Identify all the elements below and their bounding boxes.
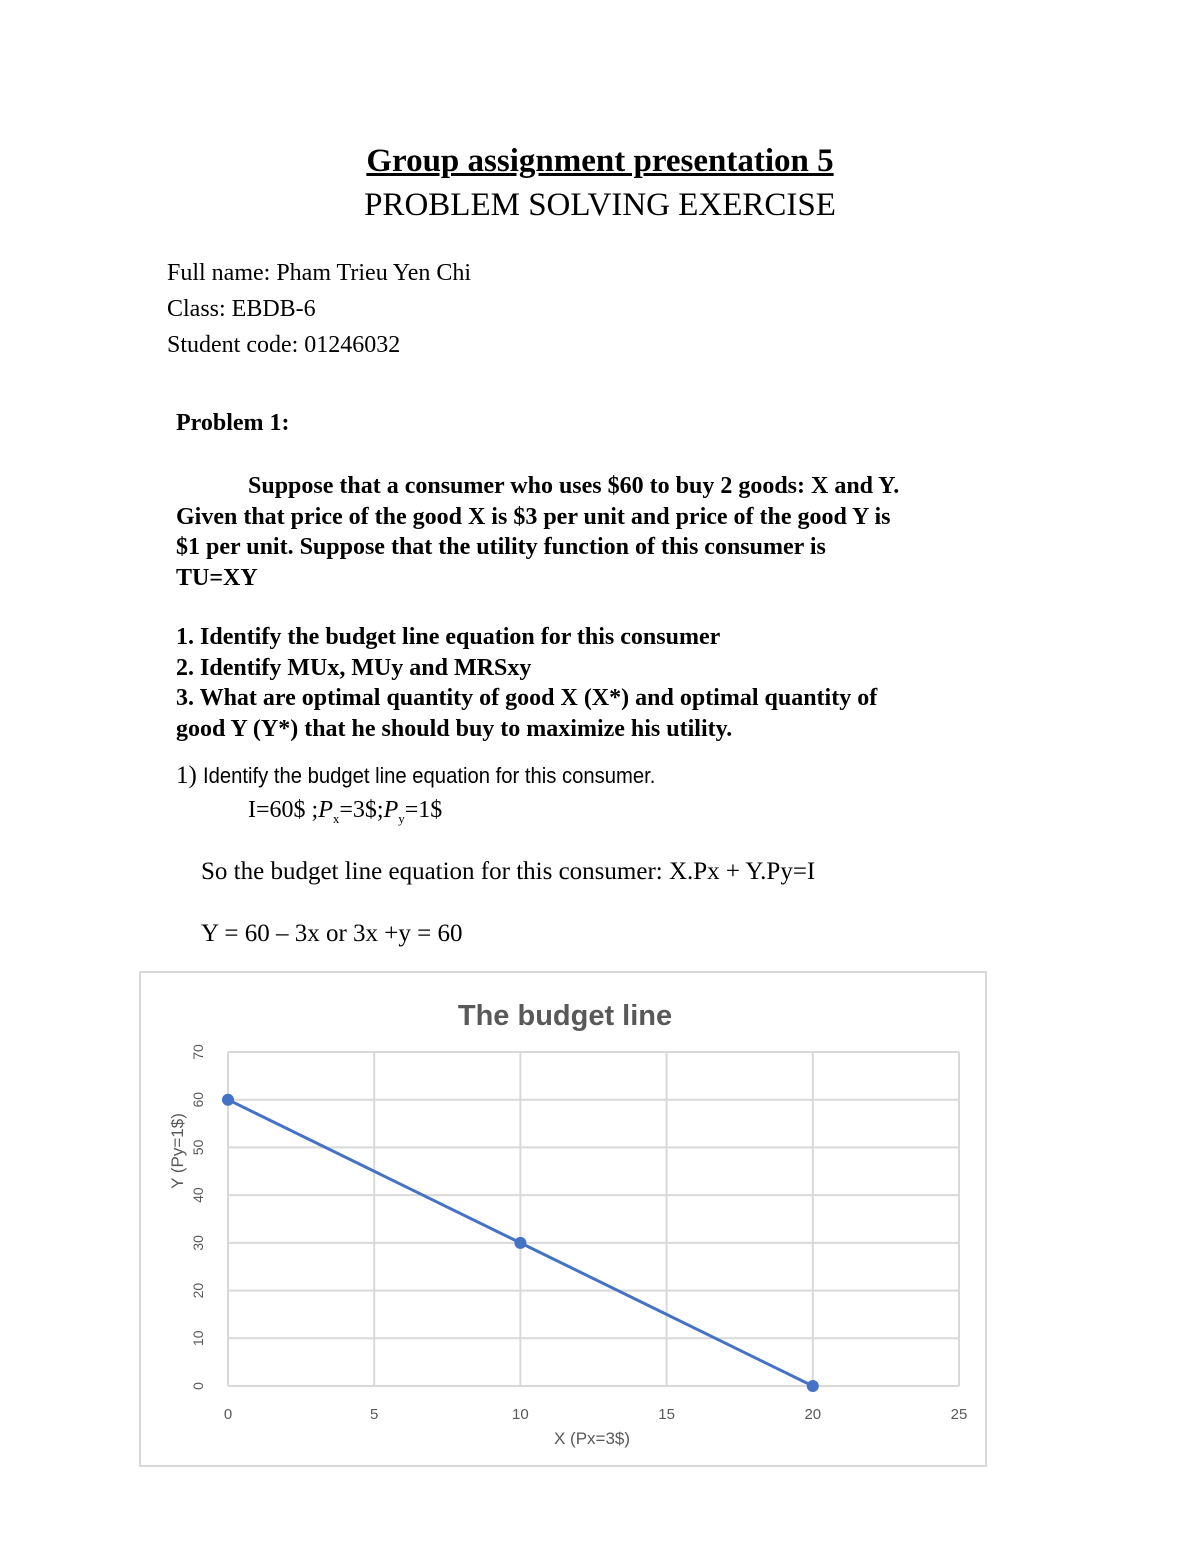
problem-statement xyxy=(176,471,1036,593)
student-code-line: Student code: 01246032 xyxy=(167,332,401,358)
budget-line-chart xyxy=(139,971,987,1467)
data-point xyxy=(222,1094,234,1106)
budget-equation: Y = 60 – 3x or 3x +y = 60 xyxy=(201,920,463,947)
answer-heading xyxy=(176,762,695,790)
statement-line: TU=XY xyxy=(176,564,258,591)
y-tick-label: 50 xyxy=(190,1139,206,1156)
y-tick-label: 40 xyxy=(190,1187,206,1203)
question-item: good Y (Y*) that he should buy to maximize his utility. xyxy=(176,715,733,742)
py-symbol: P xyxy=(383,797,399,823)
statement-line: Given that price of the good X is $3 per unit and price of the good Y is xyxy=(176,503,891,530)
question-item: 3. What are optimal quantity of good X (X*) and optimal quantity of xyxy=(176,685,878,711)
y-tick-label: 0 xyxy=(190,1382,206,1390)
statement-line xyxy=(176,471,1036,502)
x-axis-label: X (Px=3$) xyxy=(553,1429,631,1448)
question-item: 2. Identify MUx, MUy and MRSxy xyxy=(176,654,532,681)
chart-ticks xyxy=(190,1044,967,1423)
x-tick-label: 10 xyxy=(512,1406,529,1423)
y-tick-label: 30 xyxy=(190,1235,206,1251)
data-point xyxy=(514,1237,526,1249)
px-value: =3$; xyxy=(339,797,384,823)
y-tick-label: 20 xyxy=(190,1282,206,1299)
chart-svg xyxy=(141,973,989,1469)
py-subscript: y xyxy=(398,810,405,826)
page-subtitle: PROBLEM SOLVING EXERCISE xyxy=(364,187,836,223)
px-symbol: P xyxy=(318,797,333,823)
given-values xyxy=(248,797,442,827)
page-title: Group assignment presentation 5 xyxy=(366,143,834,179)
question-item: 1. Identify the budget line equation for this consumer xyxy=(176,624,721,650)
y-tick-label: 60 xyxy=(190,1091,206,1108)
y-tick-label: 70 xyxy=(190,1044,206,1060)
income-value: I=60$ ; xyxy=(248,797,319,823)
answer-heading-text: Identify the budget line equation for this consumer. xyxy=(203,763,656,788)
problem-heading: Problem 1: xyxy=(176,410,290,436)
x-tick-label: 0 xyxy=(223,1406,233,1423)
y-axis-label: Y (Py=1$) xyxy=(168,1113,187,1189)
chart-title: The budget line xyxy=(457,1000,673,1032)
x-tick-label: 5 xyxy=(370,1406,379,1423)
statement-line: $1 per unit. Suppose that the utility function of this consumer is xyxy=(176,534,826,560)
budget-line-text: So the budget line equation for this consumer: X.Px + Y.Py=I xyxy=(201,858,816,885)
y-tick-label: 10 xyxy=(190,1330,206,1347)
x-tick-label: 25 xyxy=(950,1406,968,1423)
chart-grid xyxy=(228,1052,959,1386)
x-tick-label: 15 xyxy=(658,1406,675,1423)
py-value: =1$ xyxy=(404,797,443,823)
statement-line-text: Suppose that a consumer who uses $60 to buy 2 goods: X and Y. xyxy=(248,473,900,499)
question-list xyxy=(176,622,1036,744)
class-line: Class: EBDB-6 xyxy=(167,296,316,322)
data-point xyxy=(807,1380,819,1392)
full-name-line: Full name: Pham Trieu Yen Chi xyxy=(167,260,472,286)
px-subscript: x xyxy=(332,810,340,826)
answer-number: 1) xyxy=(176,762,197,789)
x-tick-label: 20 xyxy=(804,1406,822,1423)
